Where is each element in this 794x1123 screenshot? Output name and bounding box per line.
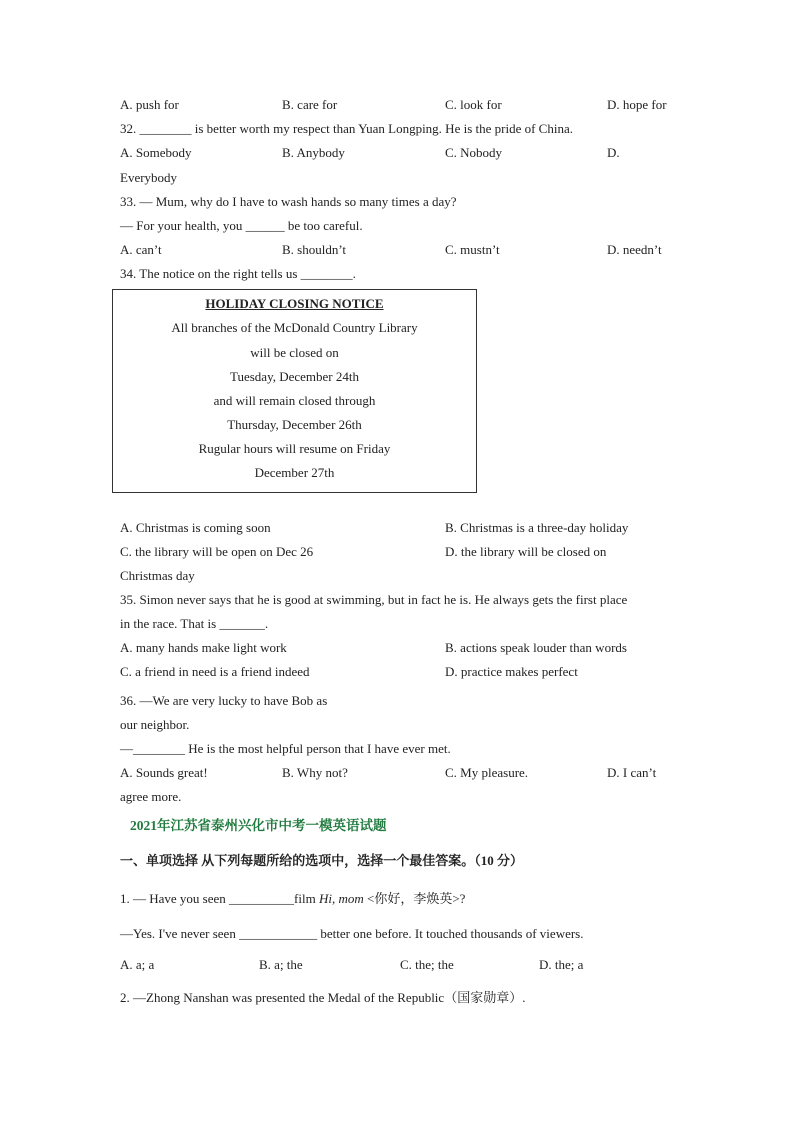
q1-stem-prefix: 1. — Have you seen __________film — [120, 891, 319, 906]
q31-option-a: A. push for — [120, 97, 179, 112]
q34-option-b: B. Christmas is a three-day holiday — [445, 520, 629, 535]
q36-option-d: D. I can’t — [607, 765, 657, 780]
q32-option-d-wrap: Everybody — [120, 170, 178, 185]
q33-option-b: B. shouldn’t — [282, 242, 347, 257]
q34-stem: 34. The notice on the right tells us ________. — [120, 266, 356, 281]
q36-option-c: C. My pleasure. — [445, 765, 529, 780]
holiday-closing-notice — [112, 289, 477, 493]
q1-option-a: A. a; a — [120, 957, 155, 972]
q36-reply: —________ He is the most helpful person that I have ever met. — [120, 741, 451, 756]
q35-stem: 35. Simon never says that he is good at swimming, but in fact he is. He always gets the first place — [120, 592, 628, 607]
q32-option-a: A. Somebody — [120, 145, 192, 160]
exam-title: 2021年江苏省泰州兴化市中考一模英语试题 — [130, 818, 387, 833]
notice-line: will be closed on — [250, 345, 339, 360]
q33-reply: — For your health, you ______ be too careful. — [120, 218, 363, 233]
q34-option-a: A. Christmas is coming soon — [120, 520, 271, 535]
q31-option-c: C. look for — [445, 97, 502, 112]
q35-option-a: A. many hands make light work — [120, 640, 287, 655]
q32-option-d: D. — [607, 145, 620, 160]
q35-option-c: C. a friend in need is a friend indeed — [120, 664, 310, 679]
q36-stem-cont: our neighbor. — [120, 717, 190, 732]
q36-option-b: B. Why not? — [282, 765, 348, 780]
notice-line: Thursday, December 26th — [227, 417, 362, 432]
notice-title: HOLIDAY CLOSING NOTICE — [205, 296, 384, 311]
q35-option-d: D. practice makes perfect — [445, 664, 578, 679]
q32-option-b: B. Anybody — [282, 145, 345, 160]
q33-option-c: C. mustn’t — [445, 242, 500, 257]
q36-stem: 36. —We are very lucky to have Bob as — [120, 693, 328, 708]
notice-line: Tuesday, December 24th — [229, 369, 359, 384]
q1-film-title: Hi, mom — [318, 891, 364, 906]
q1-reply: —Yes. I've never seen ____________ better one before. It touched thousands of viewers. — [120, 926, 584, 941]
q33-option-a: A. can’t — [120, 242, 162, 257]
q31-option-b: B. care for — [282, 97, 338, 112]
q1-option-c: C. the; the — [400, 957, 454, 972]
q1-stem-suffix: <你好，李焕英>? — [363, 891, 466, 906]
q34-option-c: C. the library will be open on Dec 26 — [120, 544, 314, 559]
notice-line: All branches of the McDonald Country Library — [171, 320, 418, 335]
q34-option-d-wrap: Christmas day — [120, 568, 195, 583]
q35-option-b: B. actions speak louder than words — [445, 640, 627, 655]
q36-option-d-wrap: agree more. — [120, 789, 182, 804]
q33-option-d: D. needn’t — [607, 242, 662, 257]
q36-option-a: A. Sounds great! — [120, 765, 208, 780]
notice-line: December 27th — [254, 465, 335, 480]
q32-option-c: C. Nobody — [445, 145, 503, 160]
section-heading: 一、单项选择 从下列每题所给的选项中，选择一个最佳答案。（10 分） — [120, 853, 524, 868]
notice-line: and will remain closed through — [213, 393, 376, 408]
q32-stem: 32. ________ is better worth my respect than Yuan Longping. He is the pride of China. — [120, 121, 573, 136]
q1-option-b: B. a; the — [259, 957, 303, 972]
notice-line: Rugular hours will resume on Friday — [198, 441, 391, 456]
q35-stem-cont: in the race. That is _______. — [120, 616, 269, 631]
q34-option-d: D. the library will be closed on — [445, 544, 607, 559]
q1-stem — [120, 888, 465, 907]
q2-stem: 2. —Zhong Nanshan was presented the Medal of the Republic（国家勋章）. — [120, 990, 526, 1005]
q31-option-d: D. hope for — [607, 97, 667, 112]
q1-option-d: D. the; a — [539, 957, 584, 972]
q33-stem: 33. — Mum, why do I have to wash hands so many times a day? — [120, 194, 457, 209]
